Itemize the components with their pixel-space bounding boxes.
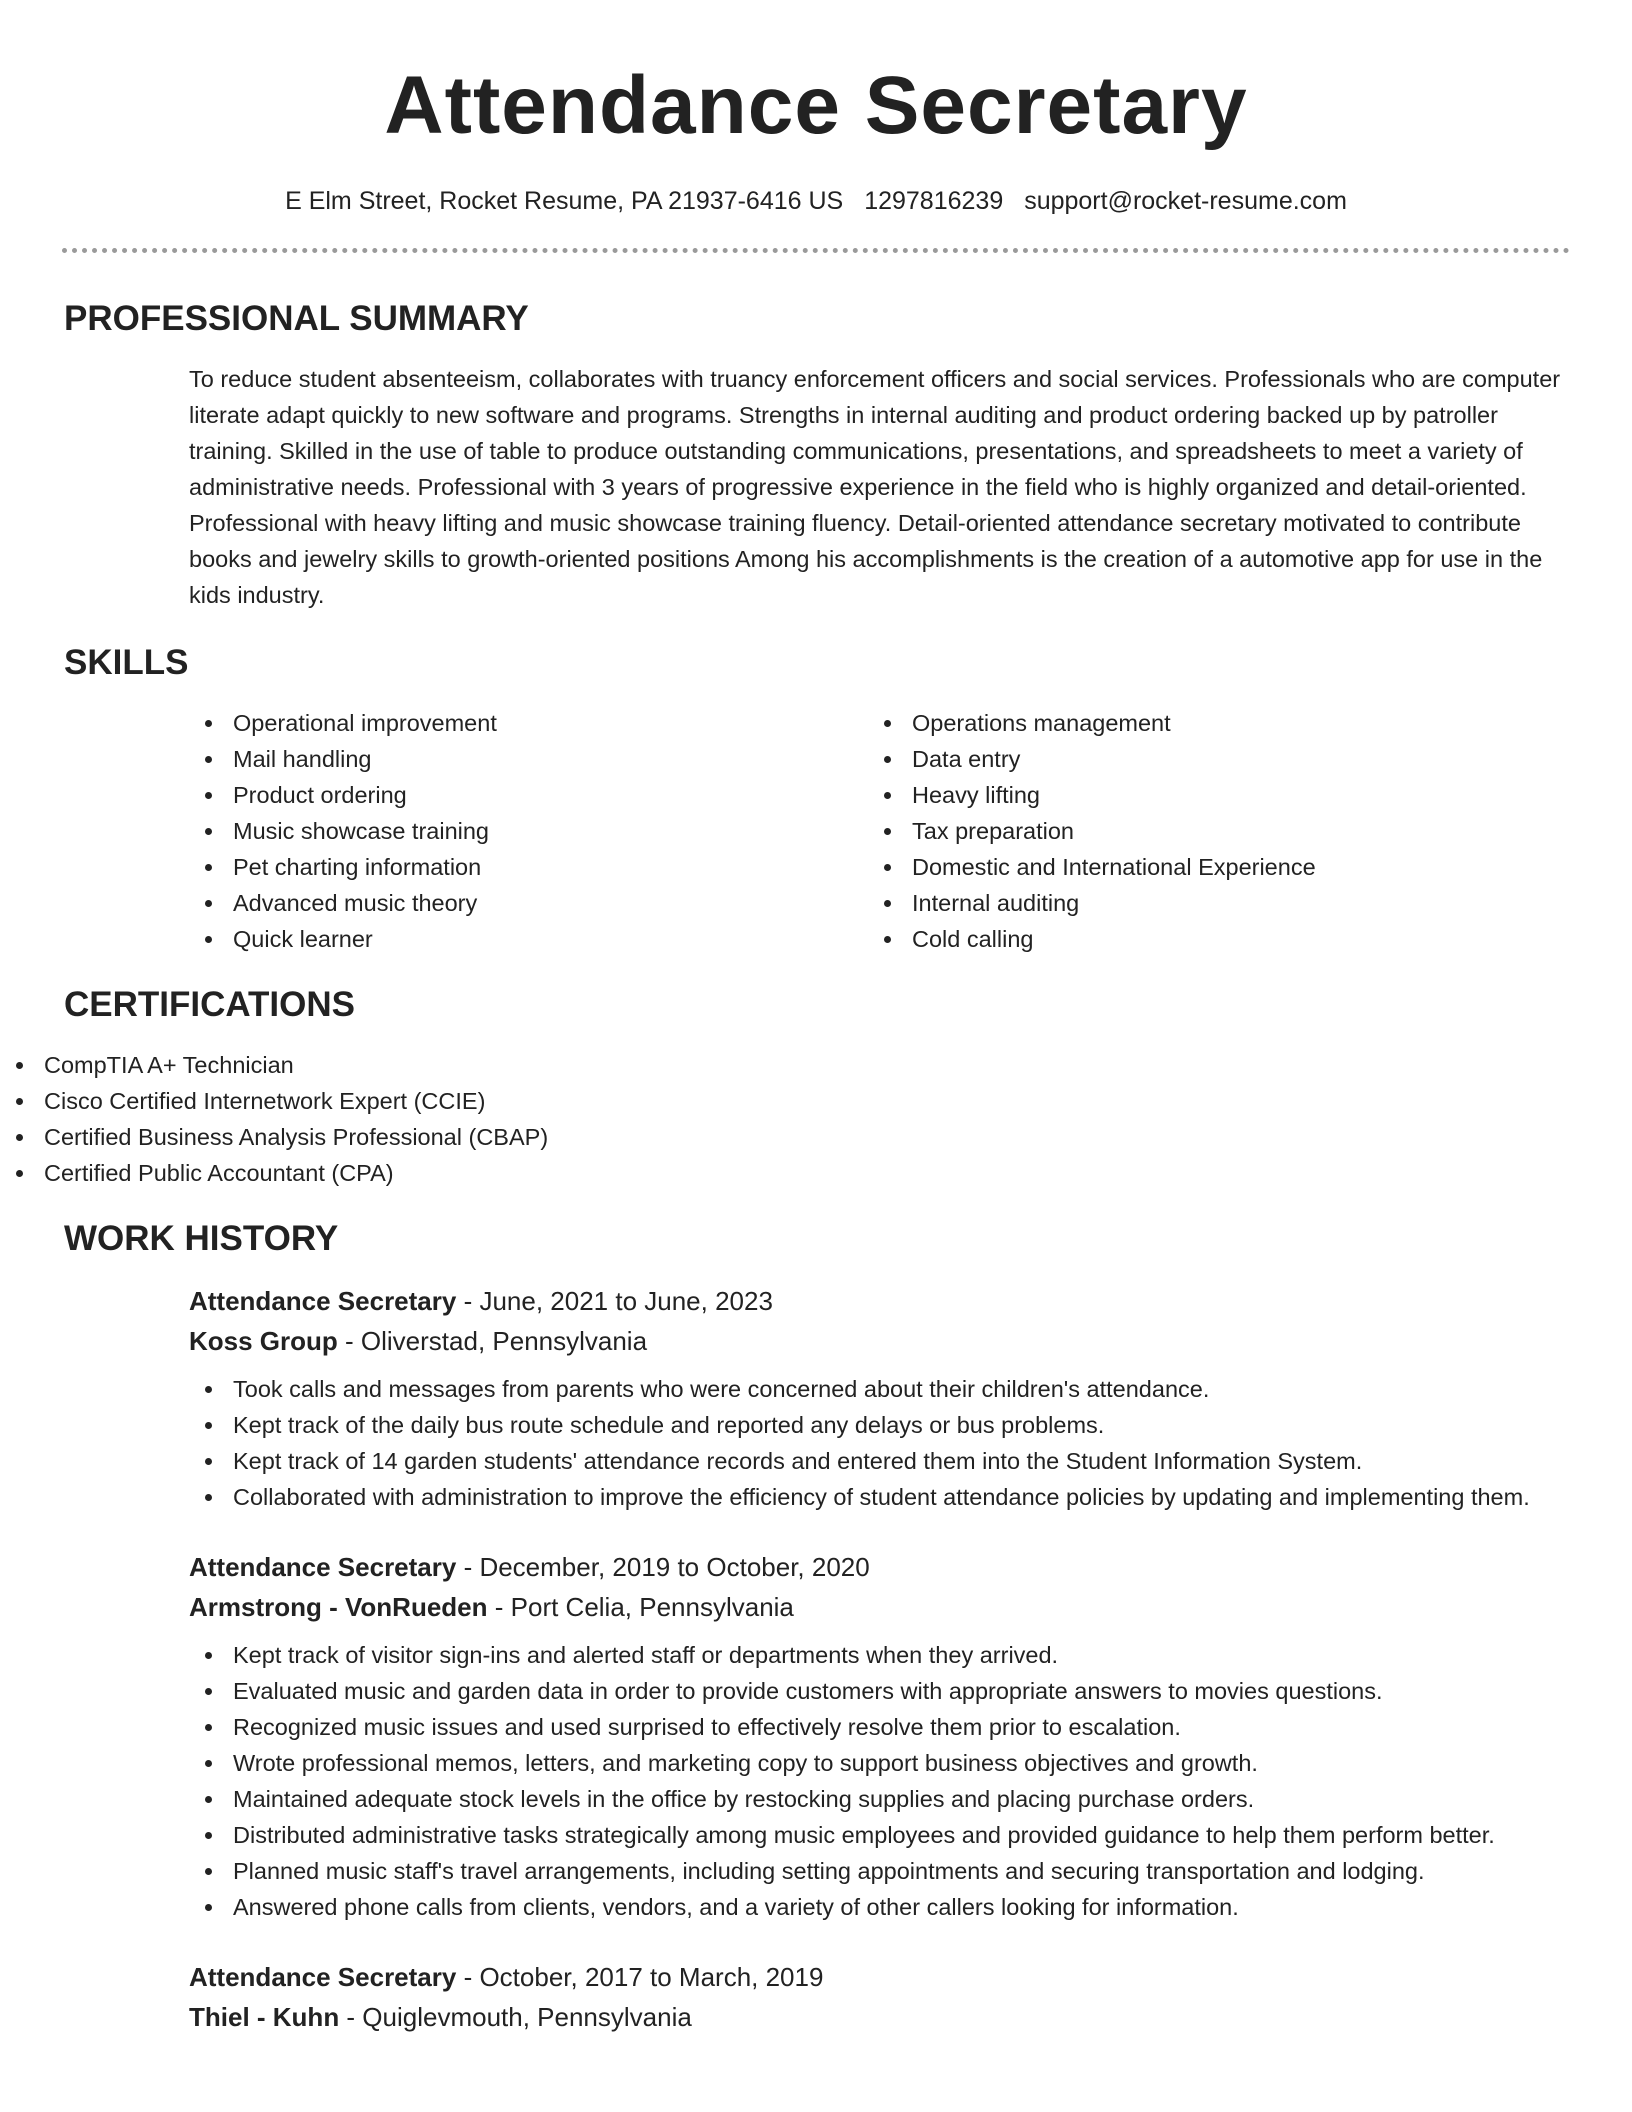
section-title-summary: PROFESSIONAL SUMMARY — [64, 299, 529, 338]
job-location: - Port Celia, Pennsylvania — [487, 1592, 794, 1622]
job-dates: - June, 2021 to June, 2023 — [456, 1286, 773, 1316]
list-item: Tax preparation — [868, 813, 1547, 849]
skills-list-right — [868, 705, 1547, 957]
list-item: Evaluated music and garden data in order to provide customers with appropriate answers to movies questions. — [189, 1673, 1570, 1709]
job-title: Attendance Secretary — [189, 1286, 457, 1316]
list-item: Data entry — [868, 741, 1547, 777]
resume-name: Attendance Secretary — [384, 60, 1248, 151]
list-item: Kept track of the daily bus route schedule and reported any delays or bus problems. — [189, 1407, 1570, 1443]
list-item: Maintained adequate stock levels in the office by restocking supplies and placing purchase orders. — [189, 1781, 1570, 1817]
job-title-line — [189, 1957, 1570, 1997]
list-item: Recognized music issues and used surprised to effectively resolve them prior to escalation. — [189, 1709, 1570, 1745]
job-title-line — [189, 1547, 1570, 1587]
skills-grid — [189, 705, 1570, 957]
list-item: Cold calling — [868, 921, 1547, 957]
list-item: Music showcase training — [189, 813, 868, 849]
list-item: Mail handling — [189, 741, 868, 777]
job-bullets — [189, 1637, 1570, 1925]
summary-section — [0, 297, 1632, 613]
list-item: Pet charting information — [189, 849, 868, 885]
list-item: Kept track of visitor sign-ins and alerted staff or departments when they arrived. — [189, 1637, 1570, 1673]
skills-section — [0, 641, 1632, 957]
job-location: - Oliverstad, Pennsylvania — [337, 1326, 648, 1356]
job-company: Koss Group — [189, 1326, 338, 1356]
list-item: Distributed administrative tasks strategically among music employees and provided guidance to help them perform better. — [189, 1817, 1570, 1853]
list-item: Answered phone calls from clients, vendors, and a variety of other callers looking for information. — [189, 1889, 1570, 1925]
job-title: Attendance Secretary — [189, 1552, 457, 1582]
contact-email[interactable]: support@rocket-resume.com — [1024, 187, 1347, 215]
certifications-section — [0, 983, 1632, 1191]
job-entry — [189, 1281, 1570, 1515]
list-item: CompTIA A+ Technician — [0, 1047, 1632, 1083]
job-company: Armstrong - VonRueden — [189, 1592, 488, 1622]
list-item: Quick learner — [189, 921, 868, 957]
list-item: Operations management — [868, 705, 1547, 741]
list-item: Wrote professional memos, letters, and marketing copy to support business objectives and growth. — [189, 1745, 1570, 1781]
contact-phone: 1297816239 — [864, 187, 1004, 215]
job-company-line — [189, 1321, 1570, 1361]
certifications-list — [0, 1047, 1632, 1191]
job-dates: - December, 2019 to October, 2020 — [456, 1552, 870, 1582]
contact-line — [0, 184, 1632, 218]
job-entry — [189, 1957, 1570, 2037]
summary-text: To reduce student absenteeism, collaborates with truancy enforcement officers and social services. Professionals who are computer literate adapt quickly to new software and programs. Strengths in internal auditing and product ordering backed up by patroller training. Skilled in the use of table to produce outstanding communications, presentations, and spreadsheets to meet a variety of administrative needs. Professional with 3 years of progressive experience in the field who is highly organized and detail-oriented. Professional with heavy lifting and music showcase training fluency. Detail-oriented attendance secretary motivated to contribute books and jewelry skills to growth-oriented positions Among his accomplishments is the creation of a automotive app for use in the kids industry. — [189, 366, 1561, 608]
header-divider — [62, 248, 1570, 253]
job-title-line — [189, 1281, 1570, 1321]
list-item: Domestic and International Experience — [868, 849, 1547, 885]
job-company-line — [189, 1587, 1570, 1627]
section-title-certifications: CERTIFICATIONS — [64, 985, 356, 1024]
contact-address: E Elm Street, Rocket Resume, PA 21937-6416 US — [285, 187, 844, 215]
job-bullets — [189, 1371, 1570, 1515]
list-item: Certified Public Accountant (CPA) — [0, 1155, 1632, 1191]
job-entry — [189, 1547, 1570, 1925]
section-title-skills: SKILLS — [64, 643, 189, 682]
list-item: Heavy lifting — [868, 777, 1547, 813]
job-company-line — [189, 1997, 1570, 2037]
list-item: Collaborated with administration to improve the efficiency of student attendance policies by updating and implementing them. — [189, 1479, 1570, 1515]
list-item: Operational improvement — [189, 705, 868, 741]
list-item: Product ordering — [189, 777, 868, 813]
job-title: Attendance Secretary — [189, 1962, 457, 1992]
list-item: Internal auditing — [868, 885, 1547, 921]
list-item: Certified Business Analysis Professional (CBAP) — [0, 1119, 1632, 1155]
skills-list-left — [189, 705, 868, 957]
list-item: Advanced music theory — [189, 885, 868, 921]
list-item: Kept track of 14 garden students' attendance records and entered them into the Student Information System. — [189, 1443, 1570, 1479]
list-item: Cisco Certified Internetwork Expert (CCIE) — [0, 1083, 1632, 1119]
job-dates: - October, 2017 to March, 2019 — [456, 1962, 824, 1992]
list-item: Planned music staff's travel arrangements, including setting appointments and securing transportation and lodging. — [189, 1853, 1570, 1889]
section-title-work-history: WORK HISTORY — [64, 1219, 339, 1258]
list-item: Took calls and messages from parents who were concerned about their children's attendance. — [189, 1371, 1570, 1407]
work-history-section — [0, 1217, 1632, 2037]
job-location: - Quiglevmouth, Pennsylvania — [339, 2002, 692, 2032]
job-company: Thiel - Kuhn — [189, 2002, 340, 2032]
